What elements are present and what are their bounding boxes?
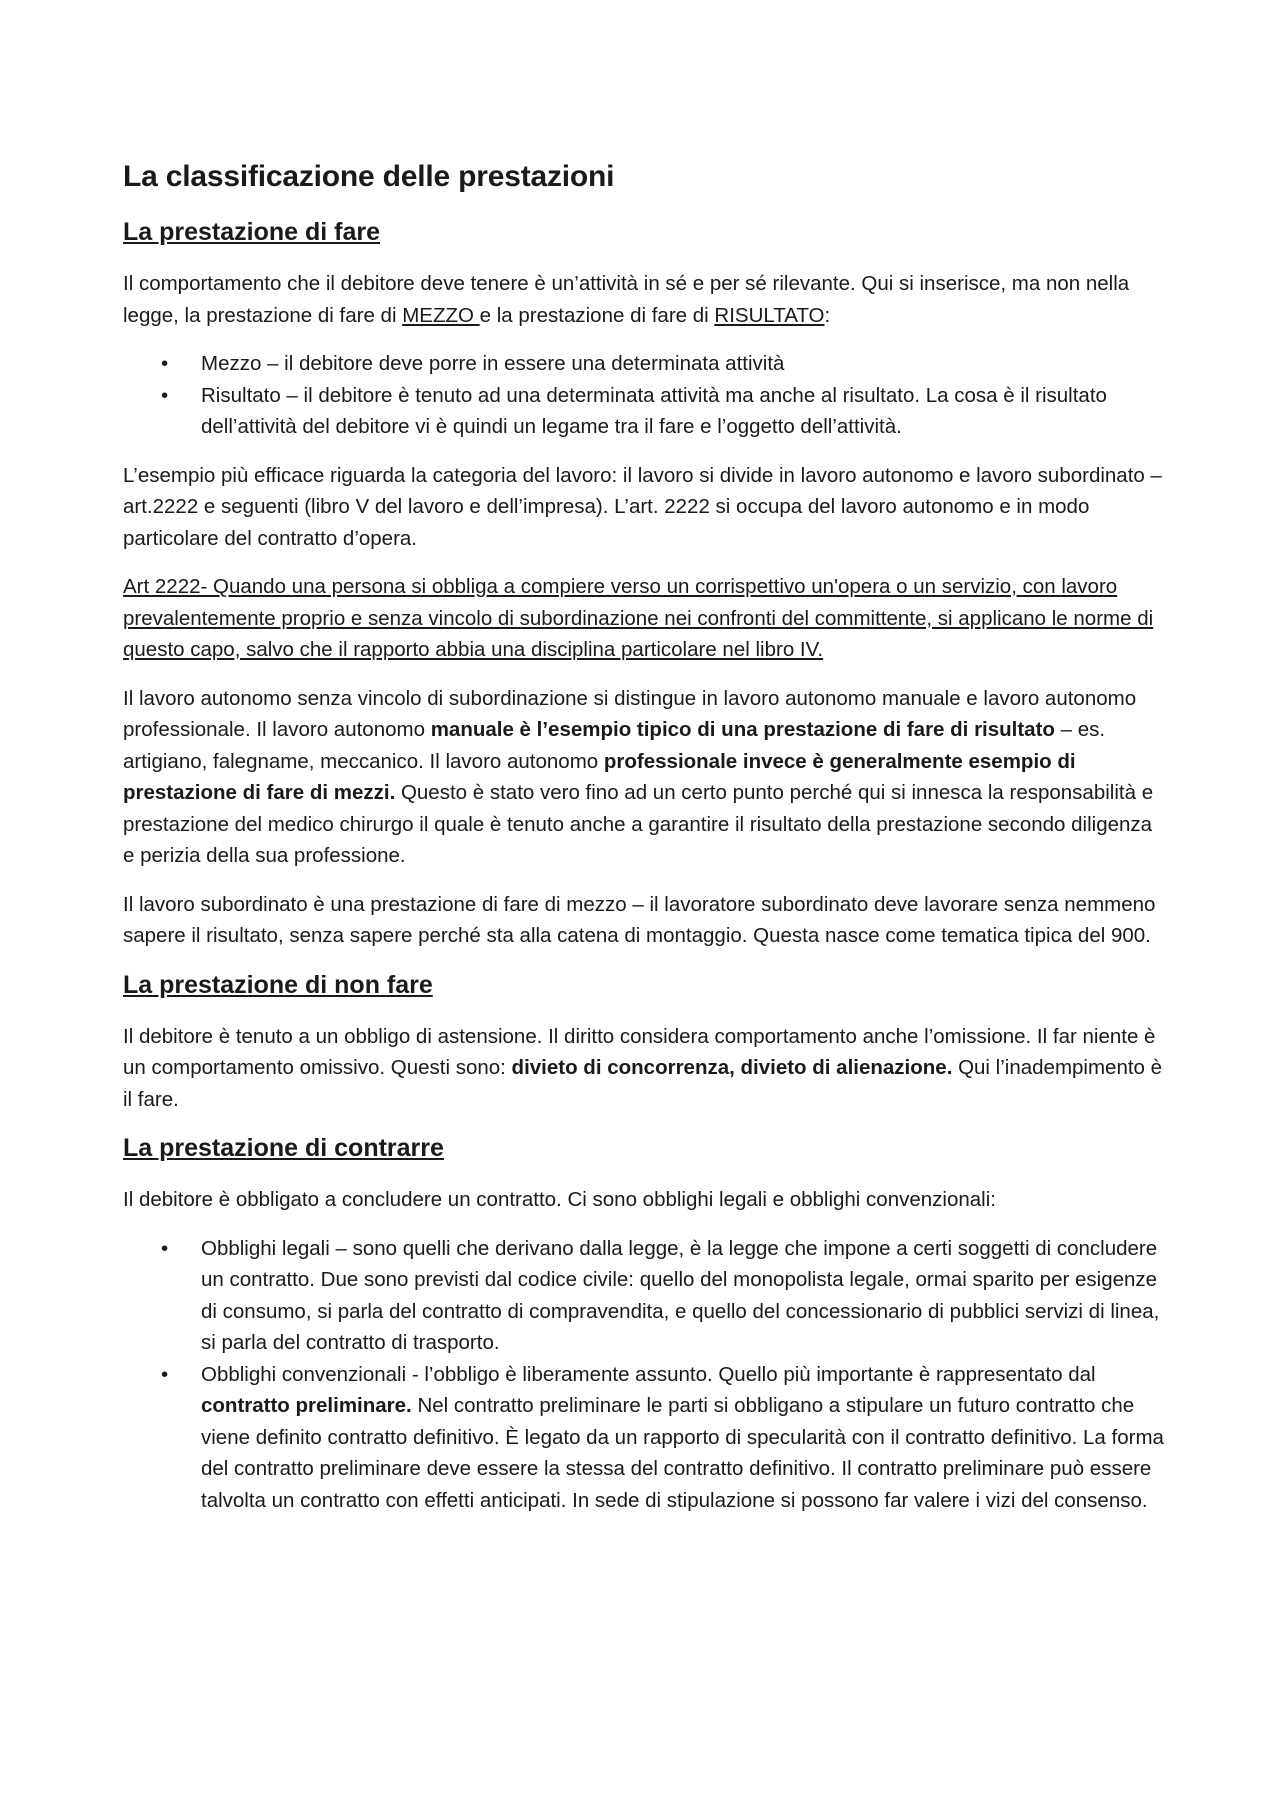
underlined-term-risultato: RISULTATO xyxy=(714,303,825,327)
bullet-icon: • xyxy=(161,352,169,375)
list-item: • Risultato – il debitore è tenuto ad una determinata attività ma anche al risultato. La cosa è il risultato dell’attività del debitore vi è quindi un legame tra il fare e l’oggetto dell’attività. xyxy=(123,380,1168,443)
section-heading-contrarre: La prestazione di contrarre xyxy=(123,1134,444,1162)
underlined-term-mezzo: MEZZO xyxy=(402,303,480,327)
list-item: • Obblighi legali – sono quelli che derivano dalla legge, è la legge che impone a certi soggetti di concludere un contratto. Due sono previsti dal codice civile: quello del monopolista legale, ormai sparito per esigenze di consumo, si parla del contratto di compravendita, e quello del concessionario di pubblici servizi di linea, si parla del contratto di trasporto. xyxy=(123,1233,1168,1359)
document-page xyxy=(123,158,1168,1533)
list-item: • Mezzo – il debitore deve porre in essere una determinata attività xyxy=(123,348,1168,380)
list-item: • Obblighi convenzionali - l’obbligo è liberamente assunto. Quello più importante è rappresentato dal contratto preliminare. Nel contratto preliminare le parti si obbligano a stipulare un futuro contratto che viene definito contratto definitivo. È legato da un rapporto di specularità con il contratto definitivo. La forma del contratto preliminare deve essere la stessa del contratto definitivo. Il contratto preliminare può essere talvolta un contratto con effetti anticipati. In sede di stipulazione si possono far valere i vizi del consenso. xyxy=(123,1359,1168,1517)
bullet-list xyxy=(123,1233,1168,1517)
paragraph: Il lavoro subordinato è una prestazione di fare di mezzo – il lavoratore subordinato deve lavorare senza nemmeno sapere il risultato, senza sapere perché sta alla catena di montaggio. Questa nasce come tematica tipica del 900. xyxy=(123,892,1156,947)
paragraph: Il debitore è obbligato a concludere un contratto. Ci sono obblighi legali e obblighi convenzionali: xyxy=(123,1188,996,1211)
section-heading-fare: La prestazione di fare xyxy=(123,218,381,246)
article-quote: Art 2222- Quando una persona si obbliga a compiere verso un corrispettivo un'opera o un servizio, con lavoro prevalentemente proprio e senza vincolo di subordinazione nei confronti del committente, si applicano le norme di questo capo, salvo che il rapporto abbia una disciplina particolare nel libro IV. xyxy=(123,575,1154,661)
paragraph: Il comportamento che il debitore deve tenere è un’attività in sé e per sé rilevante. Qui si inserisce, ma non nella legge, la prestazione di fare di MEZZO e la prestazione di fare di RISULTATO: xyxy=(123,272,1130,327)
bullet-list xyxy=(123,348,1168,443)
section-heading-non-fare: La prestazione di non fare xyxy=(123,970,433,999)
bullet-icon: • xyxy=(161,1236,169,1260)
paragraph: L’esempio più efficace riguarda la categoria del lavoro: il lavoro si divide in lavoro autonomo e lavoro subordinato – art.2222 e seguenti (libro V del lavoro e dell’impresa). L’art. 2222 si occupa del lavoro autonomo e in modo particolare del contratto d’opera. xyxy=(123,463,1162,550)
paragraph: Il debitore è tenuto a un obbligo di astensione. Il diritto considera comportamento anche l’omissione. Il far niente è un comportamento omissivo. Questi sono: divieto di concorrenza, divieto di alienazione. Qui l’inadempimento è il fare. xyxy=(123,1024,1163,1111)
bullet-icon: • xyxy=(161,383,169,407)
bullet-icon: • xyxy=(161,1362,169,1386)
document-title: La classificazione delle prestazioni xyxy=(123,160,615,193)
paragraph: Il lavoro autonomo senza vincolo di subordinazione si distingue in lavoro autonomo manuale e lavoro autonomo professionale. Il lavoro autonomo manuale è l’esempio tipico di una prestazione di fare di risultato – es. artigiano, falegname, meccanico. Il lavoro autonomo professionale invece è generalmente esempio di prestazione di fare di mezzi. Questo è stato vero fino ad un certo punto perché qui si innesca la responsabilità e prestazione del medico chirurgo il quale è tenuto anche a garantire il risultato della prestazione secondo diligenza e perizia della sua professione. xyxy=(123,686,1154,867)
